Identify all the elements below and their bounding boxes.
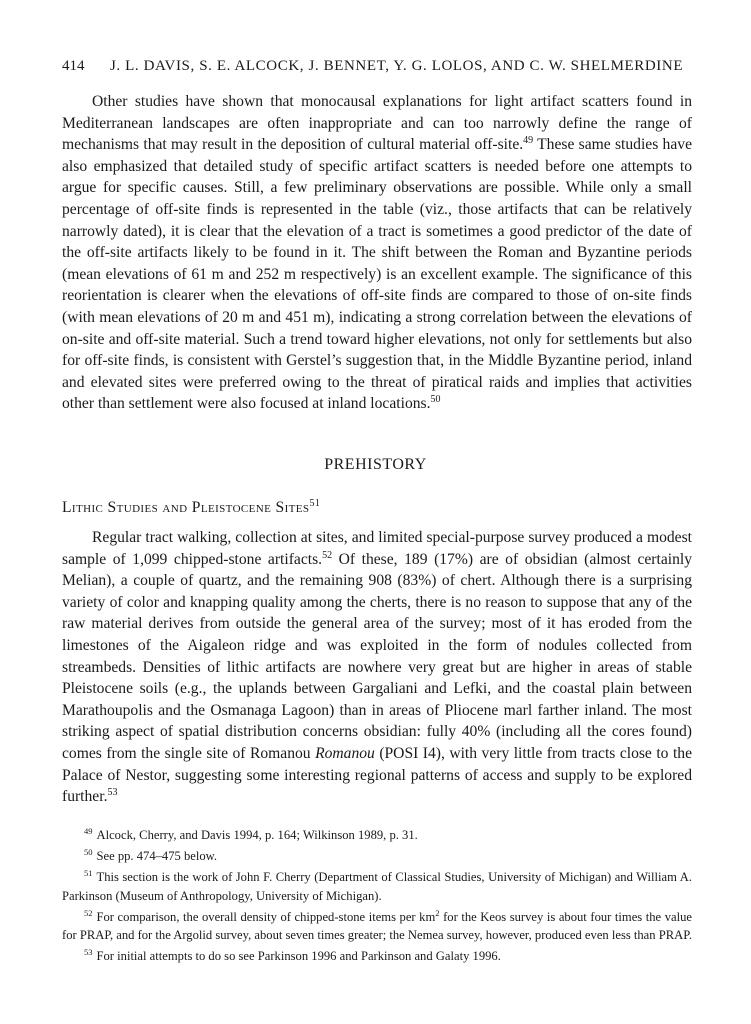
footnote-51 [62,868,692,904]
footnote-number: 49 [84,826,93,836]
footnote-number: 53 [84,947,93,958]
footnote-text: For initial attempts to do so see Parkinson 1996 and Parkinson and Galaty 1996. [96,949,501,964]
paragraph-text [62,91,692,415]
footnote-ref-51[interactable]: 51 [309,498,321,509]
paragraph-text [62,527,692,808]
running-header-authors: J. L. DAVIS, S. E. ALCOCK, J. BENNET, Y. G. LOLOS, AND C. W. SHELMERDINE [110,58,684,74]
italic-site-name: Romanou [315,744,375,762]
footnote-52 [62,908,692,944]
footnote-text: For comparison, the overall density of chipped-stone items per km [96,909,436,924]
footnote-number: 51 [84,868,93,879]
footnotes [62,826,692,968]
footnote-53 [62,947,692,965]
footnote-ref-53[interactable]: 53 [107,787,118,799]
footnote-text: Alcock, Cherry, and Davis 1994, p. 164; Wilkinson 1989, p. 31. [96,828,418,842]
footnote-50 [62,847,692,865]
subsection-heading [62,499,320,517]
footnote-ref-49[interactable]: 49 [523,135,534,147]
paragraph-lithic-studies [62,527,692,808]
footnote-ref-52[interactable]: 52 [322,549,333,561]
footnote-number: 52 [84,907,93,918]
footnote-number: 50 [84,847,93,858]
running-header [62,58,692,75]
paragraph-text-segment: Of these, 189 (17%) are of obsidian (almost certainly Melian), a couple of quartz, and the remaining 908 (83%) of chert. Although there is a surprising variety of color and knapping quality among the cherts, there is no reason to suppose that any of the raw material derives from outside the general area of the survey; most of it has eroded from the limestones of the Aigaleon ridge and was exploited in the form of nodules collected from streambeds. Densities of lithic artifacts are nowhere very great but are higher in areas of stable Pleistocene soils (e.g., the uplands between Gargaliani and Lefki, and the coastal plain between Marathoupolis and the Osmanaga Lagoon) than in areas of Pliocene marl farther inland. The most striking aspect of spatial distribution concerns obsidian: fully 40% (including all the cores found) comes from the single site of Romanou [62,550,692,762]
paragraph-text-segment: Regular tract walking, collection at sites, and limited special-purpose survey produced a modest sample of 1,099 chipped-stone artifacts. [62,529,692,568]
footnote-text: This section is the work of John F. Cherry (Department of Classical Studies, University of Michigan) and William A. Parkinson (Museum of Anthropology, University of Michigan). [62,870,692,903]
footnote-superscript: 2 [435,907,440,918]
page-number: 414 [62,58,85,74]
footnote-49 [62,826,692,844]
paragraph-text-segment: Other studies have shown that monocausal explanations for light artifact scatters found in Mediterranean landscapes are often inappropriate and can too narrowly define the range of mechanisms that may result in the deposition of cultural material off-site. [62,93,692,154]
footnote-text: See pp. 474–475 below. [96,849,218,864]
section-heading: PREHISTORY [324,456,427,473]
paragraph-offsite-finds [62,91,692,415]
paragraph-text-segment: (POSI I4), with very little from tracts close to the Palace of Nestor, suggesting some interesting regional patterns of access and supply to be explored further. [62,744,692,806]
subsection-title: Lithic Studies and Pleistocene Sites [62,499,310,516]
footnote-ref-50[interactable]: 50 [430,394,441,406]
footnote-text: for the Keos survey is about four times the value for PRAP, and for the Argolid survey, about seven times greater; the Nemea survey, however, produced even less than PRAP. [62,909,692,943]
paragraph-text-segment: These same studies have also emphasized that detailed study of specific artifact scatters is needed before one attempts to argue for specific causes. Still, a few preliminary observations are possible. While only a small percentage of off-site finds is represented in the table (viz., those artifacts that can be relatively narrowly dated), it is clear that the elevation of a tract is sometimes a good predictor of the date of the off-site artifacts likely to be found in it. The shift between the Roman and Byzantine periods (mean elevations of 61 m and 252 m respectively) is an excellent example. The significance of this reorientation is clearer when the elevations of off-site finds are compared to those of on-site finds (with mean elevations of 20 m and 451 m), indicating a strong correlation between the elevations of on-site and off-site material. Such a trend toward higher elevations, not only for settlements but also for off-site finds, is consistent with Gerstel’s suggestion that, in the Middle Byzantine period, inland and elevated sites were preferred owing to the threat of piratical raids and implies that activities other than settlement were also focused at inland locations. [62,136,692,413]
